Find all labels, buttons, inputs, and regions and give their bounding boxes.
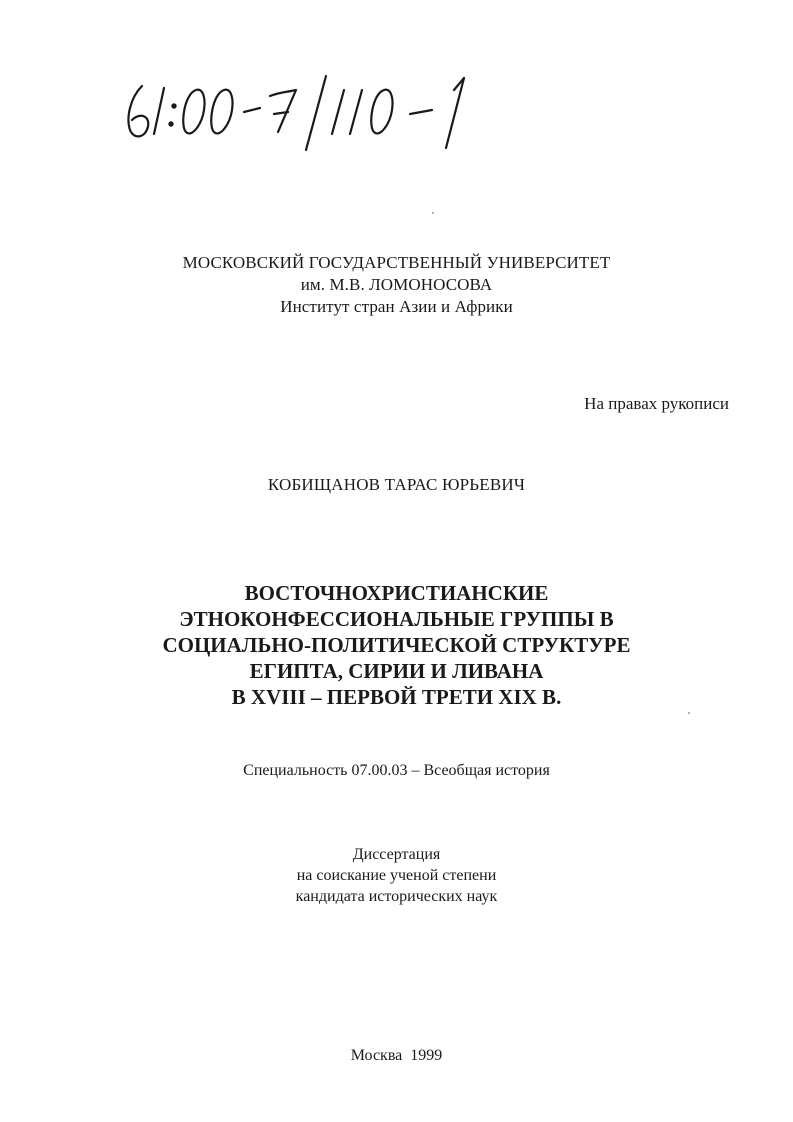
- university-name: МОСКОВСКИЙ ГОСУДАРСТВЕННЫЙ УНИВЕРСИТЕТ: [182, 253, 611, 272]
- university-named-after: им. М.В. ЛОМОНОСОВА: [300, 275, 493, 294]
- specialty-line: Специальность 07.00.03 – Всеобщая история: [243, 762, 550, 779]
- title-line: ВОСТОЧНОХРИСТИАНСКИЕ: [244, 581, 549, 605]
- paper-speck: [688, 712, 690, 714]
- title-line: СОЦИАЛЬНО-ПОЛИТИЧЕСКОЙ СТРУКТУРЕ: [162, 633, 631, 657]
- dissertation-label: Диссертация: [352, 846, 441, 863]
- paper-speck: [432, 212, 434, 214]
- institution-block: [0, 252, 793, 318]
- manuscript-note: На правах рукописи: [584, 394, 729, 413]
- handwritten-archive-number-drawing: [120, 68, 500, 158]
- handwritten-archive-number: [120, 68, 500, 158]
- title-line: ЕГИПТА, СИРИИ И ЛИВАНА: [249, 659, 544, 683]
- title-line: ЭТНОКОНФЕССИОНАЛЬНЫЕ ГРУППЫ В: [179, 607, 614, 631]
- title-line: В XVIII – ПЕРВОЙ ТРЕТИ XIX В.: [231, 685, 562, 709]
- dissertation-degree-block: [0, 844, 793, 907]
- dissertation-title: [0, 580, 793, 710]
- degree-purpose: на соискание ученой степени: [296, 867, 497, 884]
- city-year: Москва 1999: [350, 1047, 443, 1064]
- institute-name: Институт стран Азии и Африки: [280, 297, 513, 316]
- author-name: КОБИЩАНОВ ТАРАС ЮРЬЕВИЧ: [267, 475, 526, 494]
- degree-name: кандидата исторических наук: [295, 888, 498, 905]
